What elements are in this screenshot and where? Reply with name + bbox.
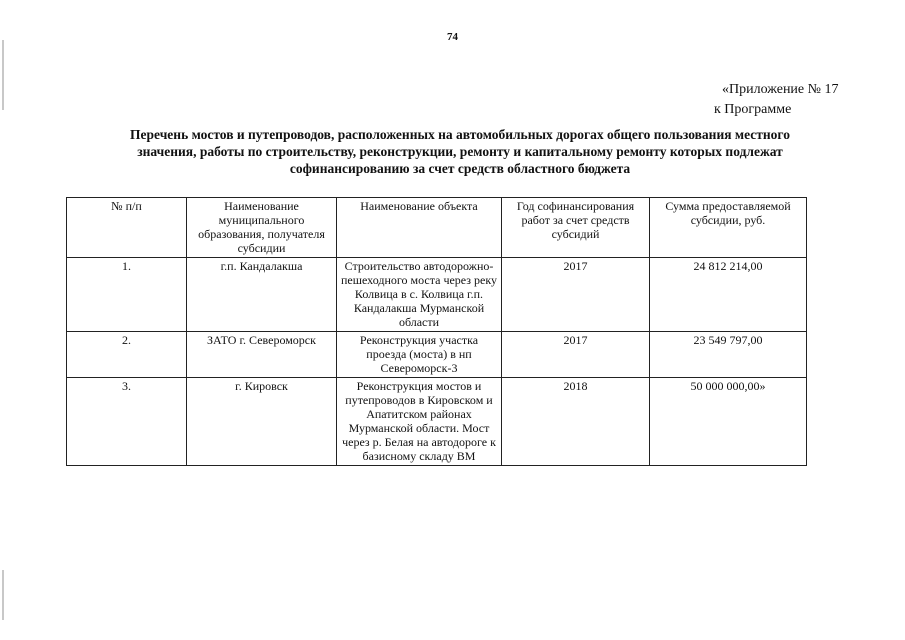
table-row [67,378,807,466]
header-amount: Сумма предоставляемой субсидии, руб. [650,198,807,258]
row-object: Реконструкция участка проезда (моста) в нп Североморск-3 [337,332,502,378]
row-object: Строительство автодорожно-пешеходного моста через реку Колвица в с. Колвица г.п. Кандалакша Мурманской области [337,258,502,332]
title-line-3: софинансированию за счет средств областного бюджета [289,161,631,176]
row-municipality: ЗАТО г. Североморск [187,332,337,378]
row-number: 1. [67,258,187,332]
row-number: 3. [67,378,187,466]
page-number: 74 [447,31,458,43]
document-title [60,126,860,177]
row-year: 2017 [502,332,650,378]
table-header-row [67,198,807,258]
title-line-2: значения, работы по строительству, реконструкции, ремонту и капитальному ремонту которых подлежат [137,144,783,159]
header-municipality: Наименование муниципального образования, получателя субсидии [187,198,337,258]
margin-scan-mark-bottom [2,570,4,620]
appendix-number: «Приложение № 17 [722,82,839,97]
row-number: 2. [67,332,187,378]
table-row [67,332,807,378]
margin-scan-mark-top [2,40,4,110]
row-year: 2017 [502,258,650,332]
row-object: Реконструкция мостов и путепроводов в Кировском и Апатитском районах Мурманской области. Мост через р. Белая на автодороге к базисному складу ВМ [337,378,502,466]
row-year: 2018 [502,378,650,466]
title-line-1: Перечень мостов и путепроводов, расположенных на автомобильных дорогах общего пользования местного [130,127,790,142]
row-amount: 23 549 797,00 [650,332,807,378]
row-amount: 50 000 000,00» [650,378,807,466]
subsidy-table [66,197,807,466]
header-object: Наименование объекта [337,198,502,258]
table-row [67,258,807,332]
appendix-reference [700,80,880,120]
appendix-program: к Программе [714,102,792,117]
row-municipality: г.п. Кандалакша [187,258,337,332]
header-year: Год софинансирования работ за счет средств субсидий [502,198,650,258]
header-number: № п/п [67,198,187,258]
row-municipality: г. Кировск [187,378,337,466]
row-amount: 24 812 214,00 [650,258,807,332]
